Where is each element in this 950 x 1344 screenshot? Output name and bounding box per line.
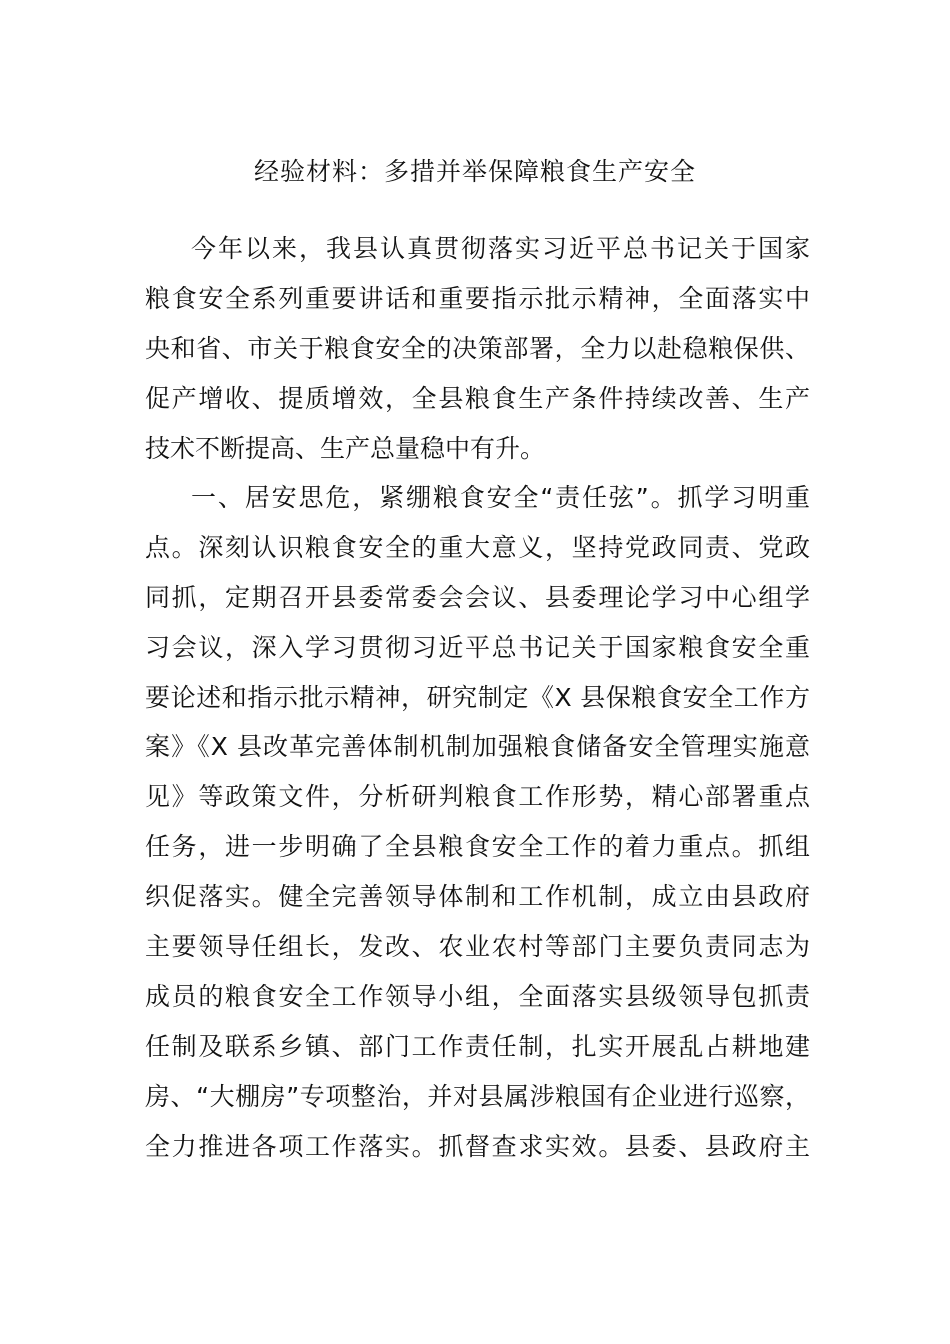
text-line: 促产增收、提质增效，全县粮食生产条件持续改善、生产 xyxy=(145,383,810,413)
text-line: 织促落实。健全完善领导体制和工作机制，成立由县政府 xyxy=(145,882,810,912)
text-line: 点。深刻认识粮食安全的重大意义，坚持党政同责、党政 xyxy=(145,532,810,562)
text-line: 全力推进各项工作落实。抓督查求实效。县委、县政府主 xyxy=(145,1131,810,1161)
text-line: 习会议，深入学习贯彻习近平总书记关于国家粮食安全重 xyxy=(145,632,810,662)
text-line: 任制及联系乡镇、部门工作责任制，扎实开展乱占耕地建 xyxy=(145,1031,810,1061)
text-line: 见》等政策文件，分析研判粮食工作形势，精心部署重点 xyxy=(145,782,810,812)
document-title: 经验材料：多措并举保障粮食生产安全 xyxy=(253,157,696,186)
text-line: 任务，进一步明确了全县粮食安全工作的着力重点。抓组 xyxy=(145,832,810,862)
text-line: 案》《X 县改革完善体制机制加强粮食储备安全管理实施意 xyxy=(145,732,810,762)
paragraph-section-one xyxy=(145,473,810,1171)
text-line: 主要领导任组长，发改、农业农村等部门主要负责同志为 xyxy=(145,932,810,962)
text-line: 一、居安思危，紧绷粮食安全“责任弦”。抓学习明重 xyxy=(191,483,810,512)
text-line: 技术不断提高、生产总量稳中有升。 xyxy=(145,433,546,463)
text-line: 房、“大棚房”专项整治，并对县属涉粮国有企业进行巡察， xyxy=(145,1081,810,1111)
text-line: 粮食安全系列重要讲话和重要指示批示精神，全面落实中 xyxy=(145,283,810,313)
text-line: 央和省、市关于粮食安全的决策部署，全力以赴稳粮保供、 xyxy=(145,333,810,363)
text-line: 成员的粮食安全工作领导小组，全面落实县级领导包抓责 xyxy=(145,981,810,1011)
text-line: 今年以来，我县认真贯彻落实习近平总书记关于国家 xyxy=(191,234,810,263)
paragraph-intro xyxy=(145,224,810,473)
text-line: 同抓，定期召开县委常委会会议、县委理论学习中心组学 xyxy=(145,582,810,612)
text-line: 要论述和指示批示精神，研究制定《X 县保粮食安全工作方 xyxy=(145,682,810,712)
